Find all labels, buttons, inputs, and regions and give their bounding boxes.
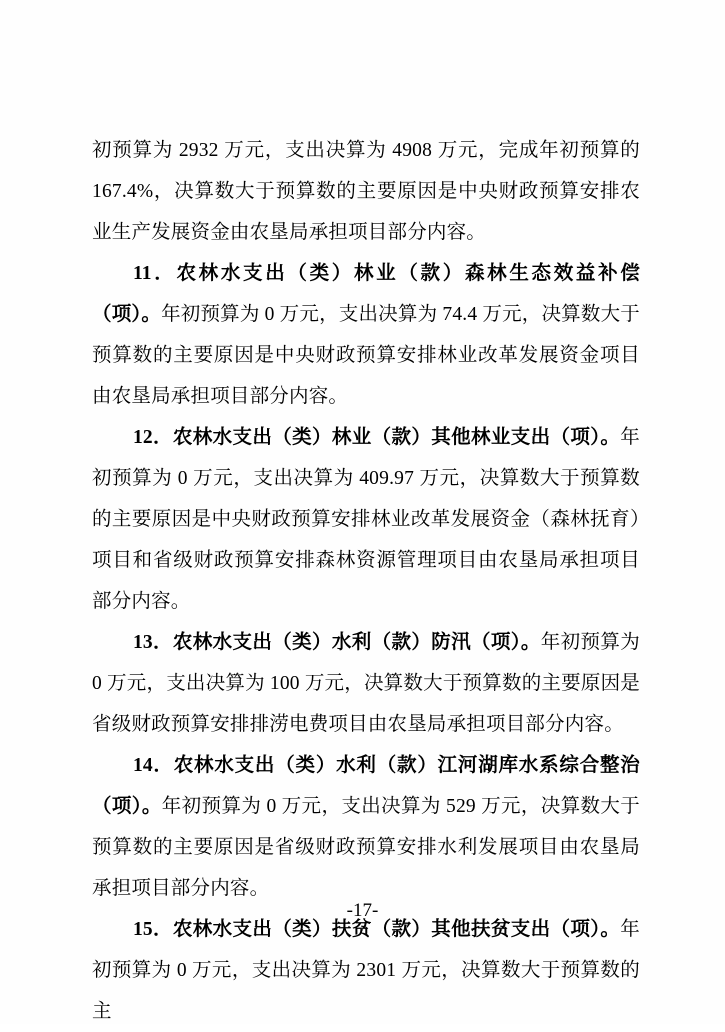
paragraph-item-15 xyxy=(92,909,640,1032)
paragraph-heading: 13．农林水支出（类）水利（款）防汛（项）。 xyxy=(132,632,541,653)
paragraph-heading: 11．农林水支出（类）林业（款）森林生态效益补偿（项）。 xyxy=(92,263,640,325)
paragraph-item-14 xyxy=(92,745,640,909)
paragraph-text: 年初预算为 0 万元，支出决算为 529 万元，决算数大于预算数的主要原因是省级财政预算安排水利发展项目由农垦局承担项目部分内容。 xyxy=(92,796,640,899)
paragraph-text: 年初预算为 0 万元，支出决算为 74.4 万元，决算数大于预算数的主要原因是中央财政预算安排林业改革发展资金项目由农垦局承担项目部分内容。 xyxy=(92,304,640,407)
paragraph-text: 年初预算为 0 万元，支出决算为 409.97 万元，决算数大于预算数的主要原因是中央财政预算安排林业改革发展资金（森林抚育）项目和省级财政预算安排森林资源管理项目由农垦局承担项目部分内容。 xyxy=(92,427,640,612)
paragraph-heading: 14．农林水支出（类）水利（款）江河湖库水系综合整治（项）。 xyxy=(92,755,640,817)
paragraph-heading: 15．农林水支出（类）扶贫（款）其他扶贫支出（项）。 xyxy=(132,919,621,940)
paragraph-text: 年初预算为 0 万元，支出决算为 2301 万元，决算数大于预算数的主 xyxy=(92,919,640,1022)
document-body xyxy=(92,130,640,1032)
page-number: -17- xyxy=(346,900,379,921)
paragraph-heading: 12．农林水支出（类）林业（款）其他林业支出（项）。 xyxy=(132,427,621,448)
paragraph-item-11 xyxy=(92,253,640,417)
paragraph-item-13 xyxy=(92,622,640,745)
paragraph-item-12 xyxy=(92,417,640,622)
paragraph-text: 初预算为 2932 万元，支出决算为 4908 万元，完成年初预算的 167.4%，决算数大于预算数的主要原因是中央财政预算安排农业生产发展资金由农垦局承担项目部分内容。 xyxy=(92,140,640,243)
paragraph-continuation xyxy=(92,130,640,253)
paragraph-text: 年初预算为 0 万元，支出决算为 100 万元，决算数大于预算数的主要原因是省级财政预算安排排涝电费项目由农垦局承担项目部分内容。 xyxy=(92,632,640,735)
